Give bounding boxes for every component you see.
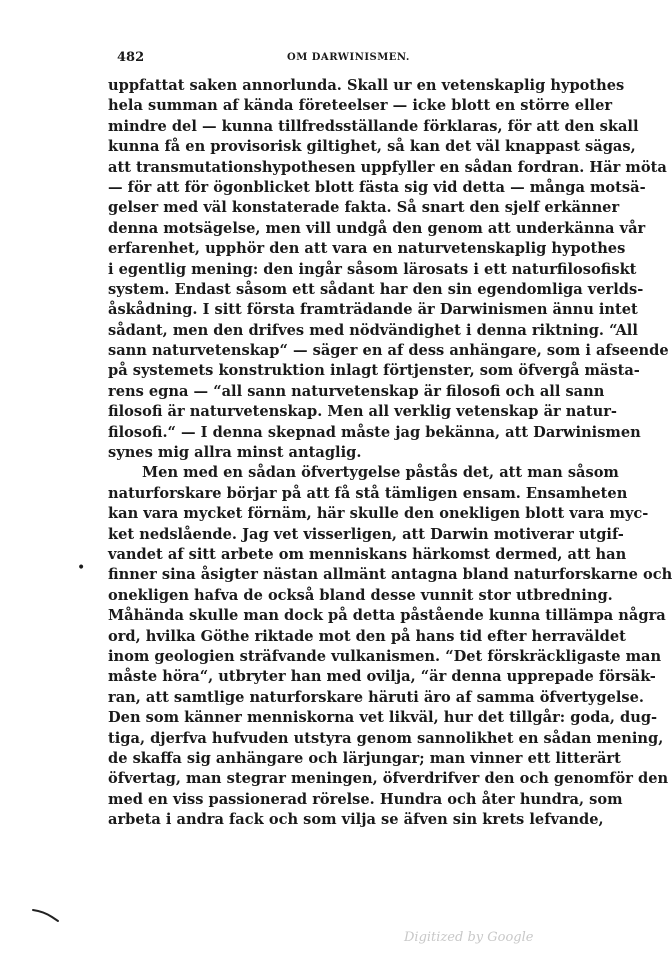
text-line: system. Endast såsom ett sådant har den sin egendomliga verlds- bbox=[108, 280, 644, 298]
text-line: erfarenhet, upphör den att vara en naturvetenskaplig hypothes bbox=[108, 240, 626, 258]
text-line: gelser med väl konstaterade fakta. Så snart den sjelf erkänner bbox=[108, 199, 620, 217]
text-line: arbeta i andra fack och som vilja se äfven sin krets lefvande, bbox=[108, 811, 604, 829]
running-head: OM DARWINISMEN. bbox=[287, 52, 410, 63]
page-header bbox=[117, 50, 497, 66]
text-line: med en viss passionerad rörelse. Hundra och åter hundra, som bbox=[108, 790, 623, 808]
scan-watermark: Digitized by Google bbox=[404, 930, 534, 945]
text-line: ord, hvilka Göthe riktade mot den på hans tid efter herraväldet bbox=[108, 627, 626, 645]
text-line: naturforskare börjar på att få stå tämligen ensam. Ensamheten bbox=[108, 484, 628, 502]
text-line: filosofi.“ — I denna skepnad måste jag bekänna, att Darwinismen bbox=[108, 423, 641, 441]
text-line: ket nedslående. Jag vet visserligen, att Darwin motiverar utgif- bbox=[108, 525, 624, 543]
text-line: de skaffa sig anhängare och lärjungar; man vinner ett litterärt bbox=[108, 749, 621, 767]
text-line: i egentlig mening: den ingår såsom lärosats i ett naturfilosofiskt bbox=[108, 260, 637, 278]
text-line: måste höra“, utbryter han med ovilja, “är denna upprepade försäk- bbox=[108, 668, 656, 686]
text-line: onekligen hafva de också bland desse vunnit stor utbredning. bbox=[108, 586, 613, 604]
text-line: denna motsägelse, men vill undgå den genom att underkänna vår bbox=[108, 219, 646, 237]
body-text bbox=[108, 76, 672, 830]
text-line: Den som känner menniskorna vet likväl, hur det tillgår: goda, dug- bbox=[108, 709, 658, 727]
text-line: tiga, djerfva hufvuden utstyra genom sannolikhet en sådan mening, bbox=[108, 729, 664, 747]
text-line: att transmutationshypothesen uppfyller en sådan fordran. Här möta bbox=[108, 158, 667, 176]
text-line: kan vara mycket förnäm, här skulle den onekligen blott vara myc- bbox=[108, 505, 649, 523]
text-line: ran, att samtlige naturforskare häruti äro af samma öfvertygelse. bbox=[108, 688, 644, 706]
paragraph-start-line: Men med en sådan öfvertygelse påstås det, att man såsom bbox=[142, 464, 619, 482]
text-line: finner sina åsigter nästan allmänt antagna bland naturforskarne och bbox=[108, 566, 672, 584]
text-line: rens egna — “all sann naturvetenskap är filosofi och all sann bbox=[108, 382, 605, 400]
margin-dot-mark: • bbox=[77, 560, 86, 576]
text-line: — för att för ögonblicket blott fästa sig vid detta — många motsä- bbox=[108, 178, 646, 196]
text-line: vandet af sitt arbete om menniskans härkomst dermed, att han bbox=[108, 545, 627, 563]
page-number: 482 bbox=[117, 50, 145, 65]
text-line: åskådning. I sitt första framträdande är Darwinismen ännu intet bbox=[108, 301, 638, 319]
text-line: kunna få en provisorisk giltighet, så kan det väl knappast sägas, bbox=[108, 138, 636, 156]
text-line: på systemets konstruktion inlagt förtjenster, som öfvergå mästa- bbox=[108, 362, 640, 380]
text-line: hela summan af kända företeelser — icke blott en större eller bbox=[108, 97, 613, 115]
text-line: sådant, men den drifves med nödvändighet i denna riktning. “All bbox=[108, 321, 638, 339]
text-line: öfvertag, man stegrar meningen, öfverdrifver den och genomför den bbox=[108, 770, 669, 788]
paragraph-end-line: synes mig allra minst antaglig. bbox=[108, 444, 362, 462]
text-line: sann naturvetenskap“ — säger en af dess anhängare, som i afseende bbox=[108, 342, 669, 360]
text-line: uppfattat saken annorlunda. Skall ur en vetenskaplig hypothes bbox=[108, 77, 625, 94]
text-line: inom geologien sträfvande vulkanismen. “Det förskräckligaste man bbox=[108, 647, 662, 665]
text-line: filosofi är naturvetenskap. Men all verklig vetenskap är natur- bbox=[108, 403, 617, 421]
text-line: mindre del — kunna tillfredsställande förklaras, för att den skall bbox=[108, 117, 639, 135]
text-line: Måhända skulle man dock på detta påstående kunna tillämpa några bbox=[108, 607, 666, 625]
margin-pencil-mark bbox=[32, 908, 60, 922]
